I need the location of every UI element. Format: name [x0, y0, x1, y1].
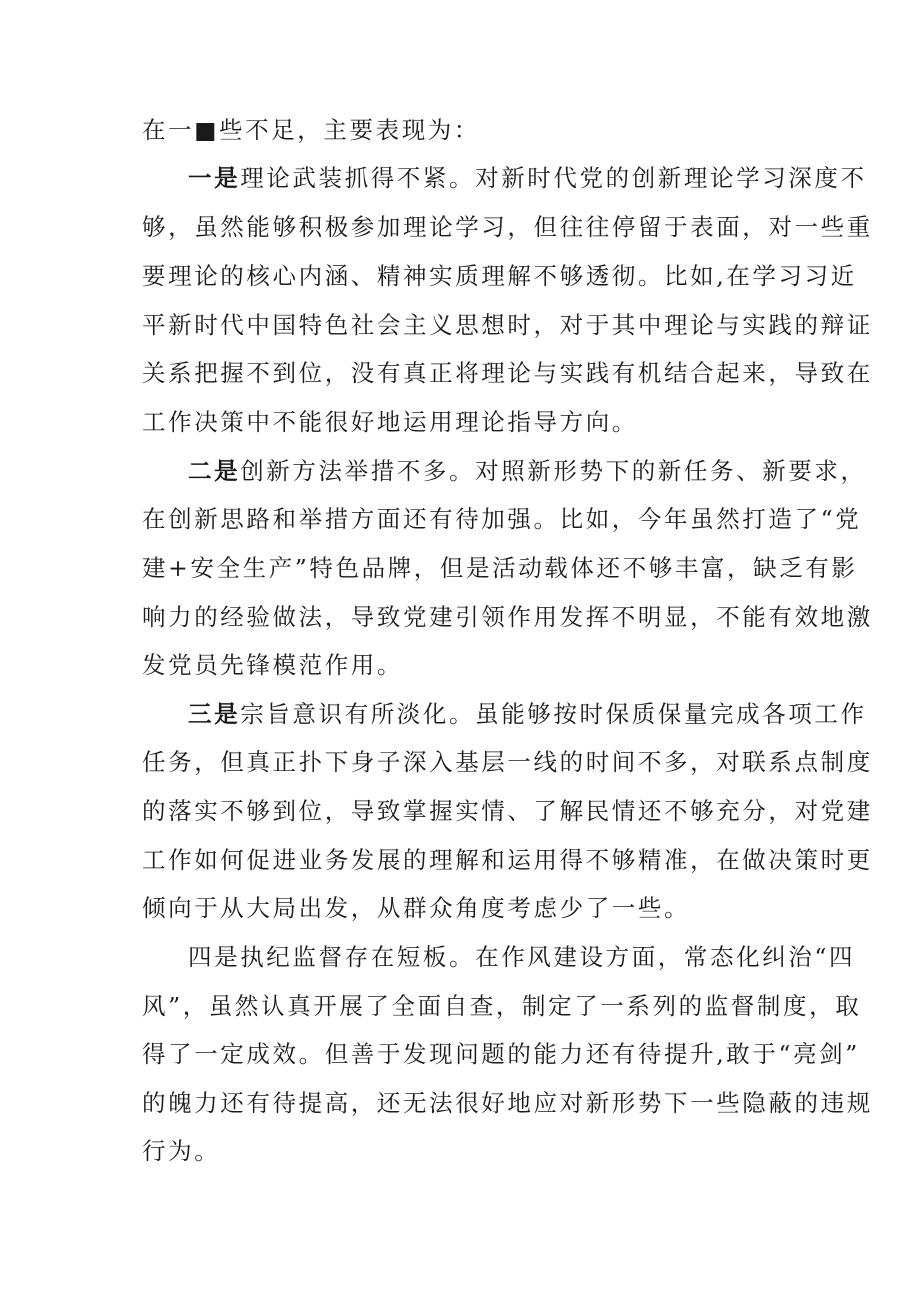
- text-line: [142, 893, 792, 923]
- line-text: 响力的经验做法，导致党建引领作用发挥不明显，不能有效地激: [142, 603, 873, 631]
- text-line: [142, 504, 862, 534]
- line-text: 关系把握不到位，没有真正将理论与实践有机结合起来，导致在: [142, 359, 873, 387]
- paragraph-4-line: [188, 942, 856, 972]
- line-text: 倾向于从大局出发，从群众角度考虑少了一些。: [142, 894, 691, 922]
- line-text: 行为。: [142, 1137, 221, 1165]
- line-text: 风”，虽然认真开展了全面自查，制定了一系列的监督制度，取: [142, 992, 862, 1020]
- paragraph-1-line: [188, 163, 867, 193]
- paragraph-lead: 三是: [188, 700, 241, 728]
- text-line: [142, 602, 873, 632]
- text-line: [142, 310, 873, 340]
- text-line: [142, 991, 862, 1021]
- paragraph-3-line: [188, 699, 867, 729]
- text-line: [142, 1136, 792, 1166]
- text-line: [142, 212, 873, 242]
- line-text: 任务，但真正扑下身子深入基层一线的时间不多，对联系点制度: [142, 748, 873, 776]
- paragraph-2-line: [188, 456, 867, 486]
- line-text: 够，虽然能够积极参加理论学习，但往往停留于表面，对一些重: [142, 213, 873, 241]
- line-text: 工作决策中不能很好地运用理论指导方向。: [142, 408, 638, 436]
- line-text: 四是执纪监督存在短板。在作风建设方面，常态化纠治“四: [188, 943, 856, 971]
- line-text: 的落实不够到位，导致掌握实情、了解民情还不够充分，对党建: [142, 797, 873, 825]
- line-text: 建+安全生产”特色品牌，但是活动载体还不够丰富，缺乏有影: [142, 554, 858, 582]
- text-line: [142, 115, 792, 145]
- line-text: 宗旨意识有所淡化。虽能够按时保质保量完成各项工作: [240, 700, 867, 728]
- text-line: [142, 747, 873, 777]
- text-line: [142, 845, 873, 875]
- line-text: 要理论的核心内涵、精神实质理解不够透彻。比如,在学习习近: [142, 262, 857, 290]
- text-line: [142, 650, 792, 680]
- text-line: [142, 1039, 860, 1069]
- line-text: 平新时代中国特色社会主义思想时，对于其中理论与实践的辩证: [142, 311, 873, 339]
- line-text: 发党员先锋模范作用。: [142, 651, 403, 679]
- text-line: [142, 358, 873, 388]
- line-text: 创新方法举措不多。对照新形势下的新任务、新要求，: [240, 457, 867, 485]
- paragraph-lead: 二是: [188, 457, 241, 485]
- text-line: [142, 553, 858, 583]
- line-text: 理论武装抓得不紧。对新时代党的创新理论学习深度不: [240, 164, 867, 192]
- text-line: [142, 796, 873, 826]
- line-text: 的魄力还有待提高，还无法很好地应对新形势下一些隐蔽的违规: [142, 1089, 873, 1117]
- line-text: 得了一定成效。但善于发现问题的能力还有待提升,敢于“亮剑”: [142, 1040, 860, 1068]
- line-text: 在创新思路和举措方面还有待加强。比如，今年虽然打造了“党: [142, 505, 862, 533]
- line-text: 在一■些不足，主要表现为：: [142, 116, 481, 144]
- text-line: [142, 1088, 873, 1118]
- text-line: [142, 261, 857, 291]
- paragraph-lead: 一是: [188, 164, 241, 192]
- text-line: [142, 407, 792, 437]
- line-text: 工作如何促进业务发展的理解和运用得不够精准，在做决策时更: [142, 846, 873, 874]
